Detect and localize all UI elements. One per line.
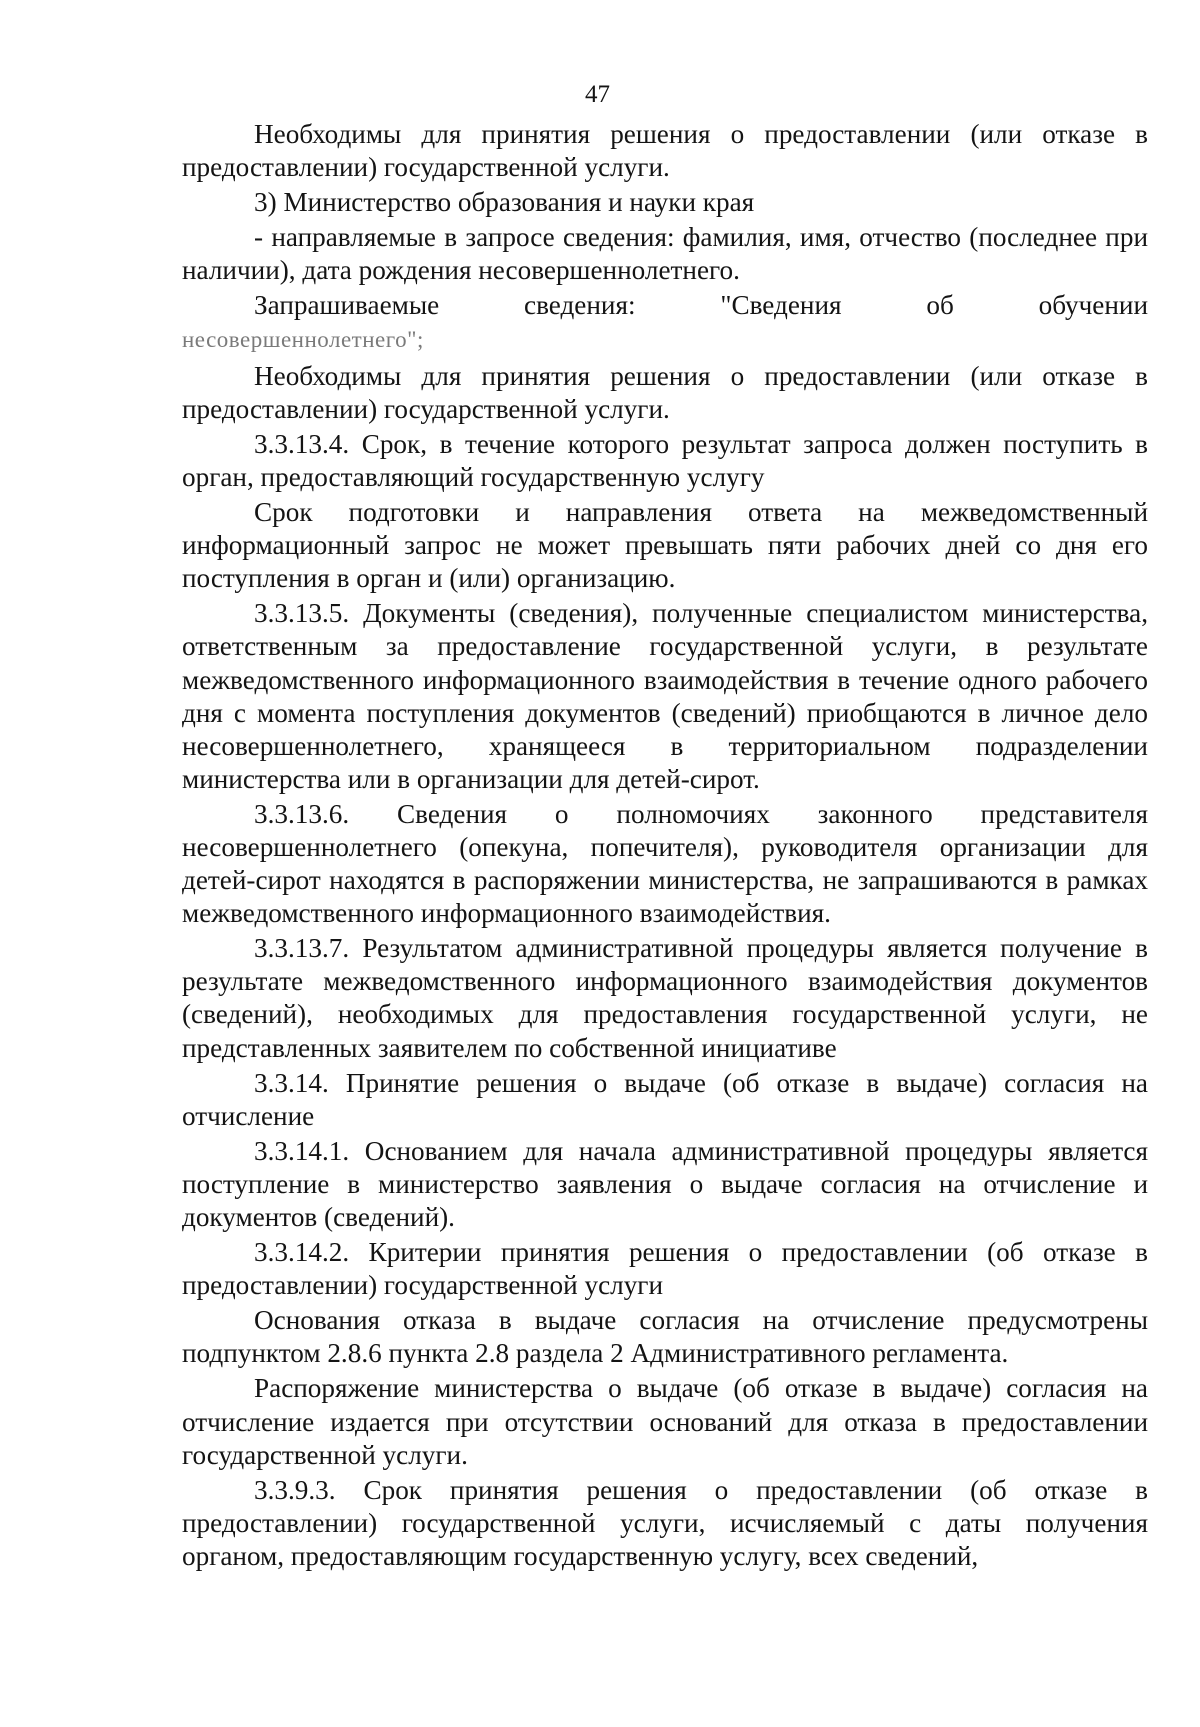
page-number: 47: [585, 81, 610, 108]
paragraph: 3) Министерство образования и науки края: [254, 187, 755, 218]
paragraph: 3.3.14.2. Критерии принятия решения о предоставлении (об отказе в предоставлении) государственной услуги: [182, 1237, 1148, 1301]
paragraph: Запрашиваемые сведения: "Сведения об обучении: [254, 290, 1148, 321]
paragraph: Необходимы для принятия решения о предоставлении (или отказе в предоставлении) государственной услуги.: [182, 360, 1148, 424]
paragraph: 3.3.9.3. Срок принятия решения о предоставлении (об отказе в предоставлении) государственной услуги, исчисляемый с даты получения органом, предоставляющим государственную услугу, всех сведений,: [182, 1474, 1148, 1571]
paragraph: Основания отказа в выдаче согласия на отчисление предусмотрены подпунктом 2.8.6 пункта 2.8 раздела 2 Административного регламента.: [182, 1305, 1148, 1369]
paragraph: Необходимы для принятия решения о предоставлении (или отказе в предоставлении) государственной услуги.: [182, 119, 1148, 183]
document-body: [182, 118, 1148, 1573]
paragraph: 3.3.14. Принятие решения о выдаче (об отказе в выдаче) согласия на отчисление: [182, 1067, 1148, 1131]
paragraph: 3.3.14.1. Основанием для начала административной процедуры является поступление в министерство заявления о выдаче согласия на отчисление и документов (сведений).: [182, 1135, 1148, 1232]
paragraph: 3.3.13.4. Срок, в течение которого результат запроса должен поступить в орган, предоставляющий государственную услугу: [182, 428, 1148, 492]
paragraph-faint: несовершеннолетнего";: [182, 326, 424, 352]
paragraph: - направляемые в запросе сведения: фамилия, имя, отчество (последнее при наличии), дата рождения несовершеннолетнего.: [182, 222, 1148, 286]
paragraph: 3.3.13.7. Результатом административной процедуры является получение в результате межведомственного информационного взаимодействия документов (сведений), необходимых для предоставления государственной услуги, не представленных заявителем по собственной инициативе: [182, 933, 1148, 1063]
paragraph: Распоряжение министерства о выдаче (об отказе в выдаче) согласия на отчисление издается при отсутствии оснований для отказа в предоставлении государственной услуги.: [182, 1373, 1148, 1470]
paragraph: Срок подготовки и направления ответа на межведомственный информационный запрос не может превышать пяти рабочих дней со дня его поступления в орган и (или) организацию.: [182, 497, 1148, 594]
paragraph: 3.3.13.6. Сведения о полномочиях законного представителя несовершеннолетнего (опекуна, попечителя), руководителя организации для детей-сирот находятся в распоряжении министерства, не запрашиваются в рамках межведомственного информационного взаимодействия.: [182, 798, 1148, 929]
paragraph: 3.3.13.5. Документы (сведения), полученные специалистом министерства, ответственным за предоставление государственной услуги, в результате межведомственного информационного взаимодействия в течение одного рабочего дня с момента поступления документов (сведений) приобщаются в личное дело несовершеннолетнего, хранящееся в территориальном подразделении министерства или в организации для детей-сирот.: [182, 598, 1148, 794]
